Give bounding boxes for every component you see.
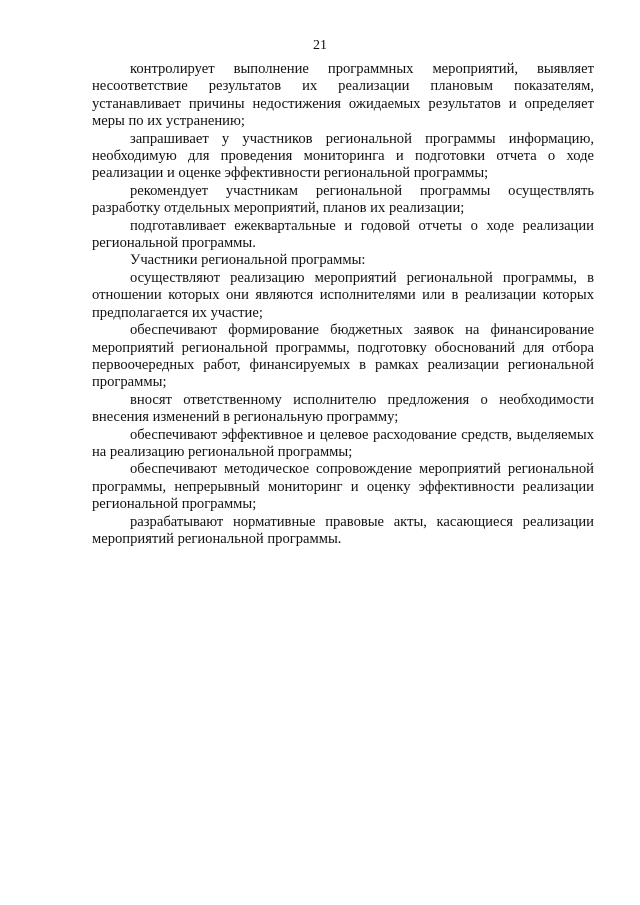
paragraph-implementation: осуществляют реализацию мероприятий региональной программы, в отношении которых они являются исполнителями или в реализации которых предполагается их участие; bbox=[92, 269, 594, 321]
page-number: 21 bbox=[313, 38, 327, 53]
paragraph-methodical-support: обеспечивают методическое сопровождение мероприятий региональной программы, непрерывный мониторинг и оценку эффективности реализации региональной программы; bbox=[92, 461, 594, 513]
paragraph-recommendations: рекомендует участникам региональной программы осуществлять разработку отдельных мероприятий, планов их реализации; bbox=[92, 182, 594, 217]
document-body bbox=[92, 61, 594, 548]
paragraph-participants-heading: Участники региональной программы: bbox=[130, 252, 366, 269]
paragraph-reports: подготавливает ежеквартальные и годовой отчеты о ходе реализации региональной программы. bbox=[92, 217, 594, 252]
paragraph-regulatory-acts: разрабатывают нормативные правовые акты, касающиеся реализации мероприятий региональной программы. bbox=[92, 513, 594, 547]
paragraph-monitoring-control: контролирует выполнение программных мероприятий, выявляет несоответствие результатов их реализации плановым показателям, устанавливает причины недостижения ожидаемых результатов и определяет меры по их устранению; bbox=[92, 61, 594, 130]
paragraph-information-request: запрашивает у участников региональной программы информацию, необходимую для проведения мониторинга и подготовки отчета о ходе реализации и оценке эффективности региональной программы; bbox=[92, 130, 594, 182]
paragraph-change-proposals: вносят ответственному исполнителю предложения о необходимости внесения изменений в региональную программу; bbox=[92, 391, 594, 426]
paragraph-efficient-spending: обеспечивают эффективное и целевое расходование средств, выделяемых на реализацию региональной программы; bbox=[92, 426, 594, 460]
paragraph-budget-applications: обеспечивают формирование бюджетных заявок на финансирование мероприятий региональной программы, подготовку обоснований для отбора первоочередных работ, финансируемых в рамках реализации региональной программы; bbox=[92, 322, 594, 391]
